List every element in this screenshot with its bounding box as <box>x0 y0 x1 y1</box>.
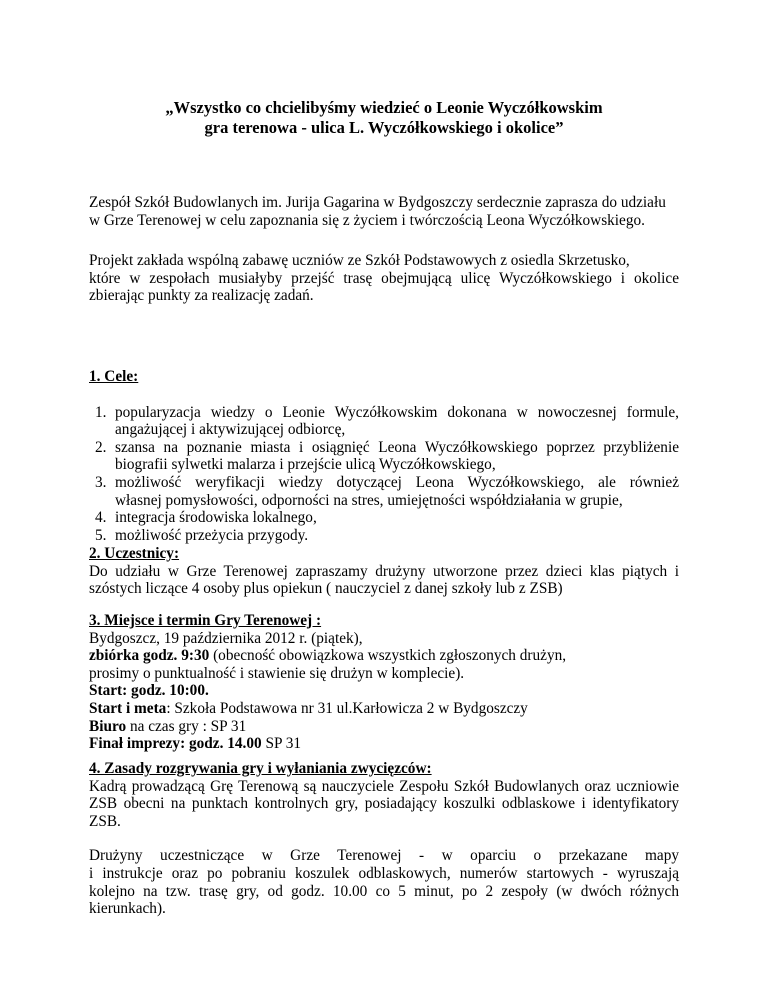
intro-line-1: Zespół Szkół Budowlanych im. Jurija Gagarina w Bydgoszczy serdecznie zaprasza do udziału <box>89 194 666 211</box>
office-line <box>89 718 679 736</box>
section-rules-heading: 4. Zasady rozgrywania gry i wyłaniania zwycięzców: <box>89 760 432 777</box>
list-number: 4. <box>95 509 107 527</box>
rules-p2-line-3: kolejno na tzw. trasę gry, od godz. 10.00 co 5 minut, po 2 zespoły (w dwóch różnych <box>89 882 679 900</box>
list-item-line: szansa na poznanie miasta i osiągnięć Leona Wyczółkowskiego poprzez przybliżenie <box>115 438 679 456</box>
section-place-time-heading: 3. Miejsce i termin Gry Terenowej : <box>89 612 322 629</box>
list-item-line: możliwość przeżycia przygody. <box>115 526 309 544</box>
list-item-line: biografii sylwetki malarza i przejście ulicą Wyczółkowskiego, <box>115 456 496 474</box>
project-line-2: które w zespołach musiałyby przejść trasę obejmującą ulicę Wyczółkowskiego i okolice <box>89 269 679 287</box>
rules-p1-line-3: ZSB. <box>89 812 121 830</box>
list-item-line: własnej pomysłowości, odporności na stres, umiejętności współdziałania w grupie, <box>115 491 623 509</box>
document-title <box>89 98 679 138</box>
goals-list <box>89 404 679 545</box>
intro-line-2: w Grze Terenowej w celu zapoznania się z życiem i twórczością Leona Wyczółkowskiego. <box>89 211 645 229</box>
participants-line-1: Do udziału w Grze Terenowej zapraszamy drużyny utworzone przez dzieci klas piątych i <box>89 562 679 580</box>
final-label: Finał imprezy: godz. 14.00 <box>89 735 262 753</box>
list-item <box>89 527 679 545</box>
office-text: na czas gry : SP 31 <box>126 717 247 735</box>
project-line-1: Projekt zakłada wspólną zabawę uczniów ze Szkół Podstawowych z osiedla Skrzetusko, <box>89 252 630 269</box>
participants-line-2: szóstych liczące 4 osoby plus opiekun ( nauczyciel z danej szkoły lub z ZSB) <box>89 580 563 598</box>
final-text: SP 31 <box>261 735 302 753</box>
list-number: 5. <box>95 526 107 544</box>
section-participants-heading: 2. Uczestnicy: <box>89 545 180 562</box>
project-line-3: zbierając punkty za realizację zadań. <box>89 287 314 305</box>
section-participants <box>89 545 679 598</box>
intro-paragraph <box>89 194 679 229</box>
project-paragraph <box>89 252 679 305</box>
gathering-line <box>89 647 679 665</box>
title-line-2: gra terenowa - ulica L. Wyczółkowskiego i okolice” <box>204 118 564 137</box>
gathering-text: (obecność obowiązkowa wszystkich zgłoszonych drużyn, <box>209 647 567 665</box>
start-meta-text: : Szkoła Podstawowa nr 31 ul.Karłowicza 2 w Bydgoszczy <box>166 699 528 717</box>
list-number: 3. <box>95 473 107 491</box>
list-number: 1. <box>95 403 107 421</box>
punctuality-line: prosimy o punktualność i stawienie się drużyn w komplecie). <box>89 664 465 682</box>
start-meta-label: Start i meta <box>89 699 167 717</box>
section-place-time <box>89 612 679 753</box>
list-item-line: popularyzacja wiedzy o Leonie Wyczółkowskim dokonana w nowoczesnej formule, <box>115 403 679 421</box>
rules-p1-line-1: Kadrą prowadzącą Grę Terenową są nauczyciele Zespołu Szkół Budowlanych oraz uczniowie <box>89 777 679 795</box>
gathering-label: zbiórka godz. 9:30 <box>89 647 210 665</box>
list-item <box>89 404 679 439</box>
rules-p2-line-2: i instrukcje oraz po pobraniu koszulek odblaskowych, numerów startowych - wyruszają <box>89 864 679 882</box>
event-date: Bydgoszcz, 19 października 2012 r. (piątek), <box>89 629 363 647</box>
rules-p1-line-2: ZSB obecni na punktach kontrolnych gry, posiadający koszulki odblaskowe i identyfikatory <box>89 795 679 813</box>
section-goals-heading: 1. Cele: <box>89 368 139 385</box>
rules-p2-line-1: Drużyny uczestniczące w Grze Terenowej - w oparciu o przekazane mapy <box>89 847 679 865</box>
final-line <box>89 735 679 753</box>
list-number: 2. <box>95 438 107 456</box>
title-line-1: „Wszystko co chcielibyśmy wiedzieć o Leonie Wyczółkowskim <box>165 98 603 117</box>
start-label: Start: godz. 10:00. <box>89 682 209 700</box>
list-item-line: angażującej i aktywizującej odbiorcę, <box>115 421 346 439</box>
list-item-line: integracja środowiska lokalnego, <box>115 509 317 527</box>
list-item <box>89 439 679 474</box>
list-item <box>89 509 679 527</box>
section-rules <box>89 760 679 918</box>
office-label: Biuro <box>89 717 127 735</box>
section-goals <box>89 368 679 544</box>
list-item <box>89 474 679 509</box>
start-line <box>89 682 679 700</box>
rules-p2-line-4: kierunkach). <box>89 900 166 918</box>
start-meta-line <box>89 700 679 718</box>
list-item-line: możliwość weryfikacji wiedzy dotyczącej Leona Wyczółkowskiego, ale również <box>115 473 679 491</box>
